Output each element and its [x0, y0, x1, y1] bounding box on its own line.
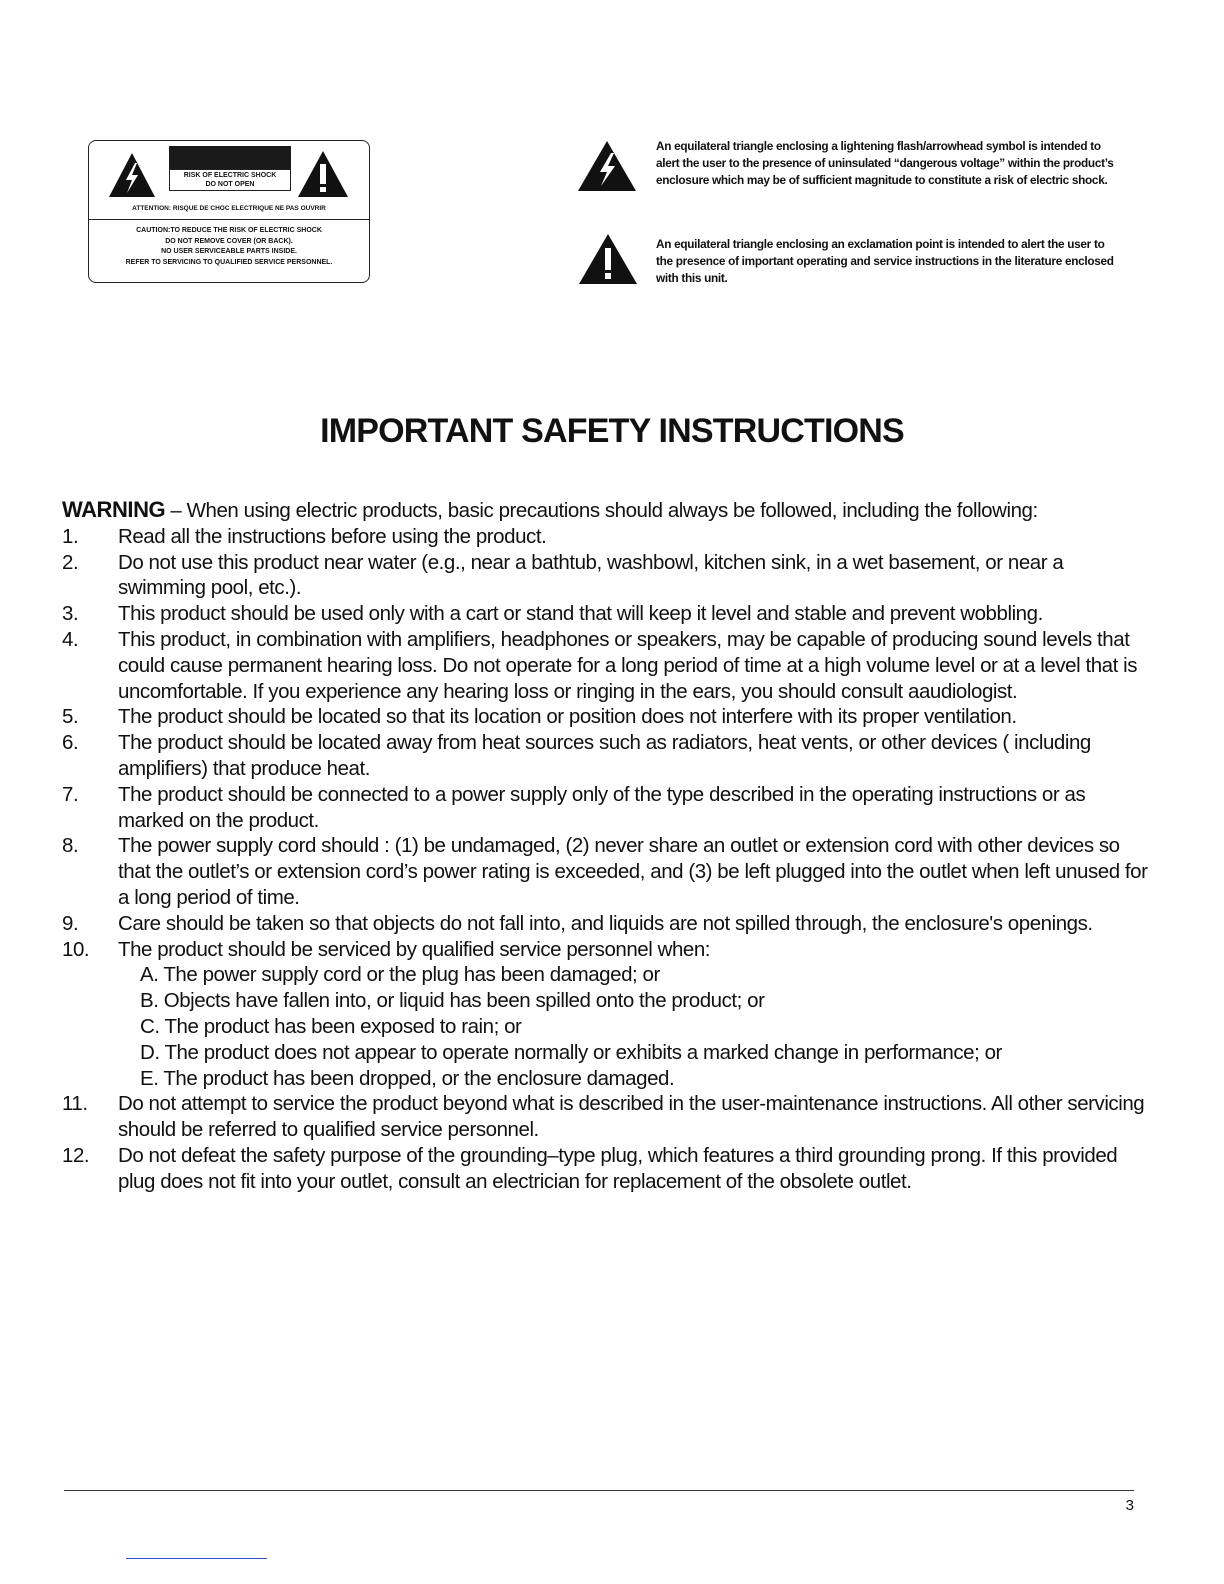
lightning-warning-icon: [107, 151, 157, 199]
instruction-item: [62, 782, 1152, 834]
item-text: Care should be taken so that objects do not fall into, and liquids are not spilled through, the enclosure's openings.: [118, 911, 1093, 935]
warning-paragraph: [62, 497, 1152, 524]
instruction-item: [62, 704, 1152, 730]
lightning-symbol-description: An equilateral triangle enclosing a lightening flash/arrowhead symbol is intended to alert the user to the presence of uninsulated “dangerous voltage” within the product’s enclosure which may be of sufficient magnitude to constitute a risk of electric shock.: [656, 139, 1114, 187]
risk-line-1: RISK OF ELECTRIC SHOCK: [183, 172, 277, 179]
caution-line: REFER TO SERVICING TO QUALIFIED SERVICE PERSONNEL.: [125, 258, 333, 266]
item-text: Do not use this product near water (e.g., near a bathtub, washbowl, kitchen sink, in a wet basement, or near a swimming pool, etc.).: [118, 550, 1064, 600]
exclamation-warning-icon: [296, 149, 350, 199]
caution-line: NO USER SERVICEABLE PARTS INSIDE.: [161, 248, 297, 255]
lightning-triangle-icon: [576, 139, 638, 193]
sub-item: D. The product does not appear to operate normally or exhibits a marked change in performance; or: [140, 1040, 1002, 1064]
item-text: This product, in combination with amplifiers, headphones or speakers, may be capable of producing sound levels that could cause permanent hearing loss. Do not operate for a long period of time at a high volume level or at a level that is uncomfortable. If you experience any hearing loss or ringing in the ears, you should consult aaudiologist.: [118, 627, 1138, 703]
instruction-item: [62, 937, 1152, 1092]
item-number: 8.: [62, 834, 79, 858]
item-text: Read all the instructions before using the product.: [118, 524, 547, 548]
instruction-item: [62, 627, 1152, 704]
item-number: 9.: [62, 911, 79, 935]
item-number: 6.: [62, 731, 79, 755]
item-text: Do not attempt to service the product beyond what is described in the user-maintenance instructions. All other servicing should be referred to qualified service personnel.: [118, 1092, 1145, 1142]
service-conditions-list: [118, 962, 1152, 1091]
item-text: The product should be located so that its location or position does not interfere with its proper ventilation.: [118, 705, 1017, 729]
item-text: Do not defeat the safety purpose of the grounding–type plug, which features a third grounding prong. If this provided plug does not fit into your outlet, consult an electrician for replacement of the obsolete outlet.: [118, 1143, 1118, 1193]
item-text: The power supply cord should : (1) be undamaged, (2) never share an outlet or extension cord with other devices so that the outlet’s or extension cord’s power rating is exceeded, and (3) be left plugged into the outlet when left unused for a long period of time.: [118, 834, 1148, 909]
caution-banner: CAUTION: [169, 146, 291, 169]
page-number: 3: [1125, 1497, 1134, 1514]
item-number: 12.: [62, 1143, 90, 1167]
item-number: 2.: [62, 550, 79, 574]
item-number: 11.: [62, 1092, 88, 1116]
instruction-item: [62, 550, 1152, 602]
caution-line: CAUTION:TO REDUCE THE RISK OF ELECTRIC SHOCK: [136, 227, 322, 234]
exclamation-symbol-description: An equilateral triangle enclosing an exclamation point is intended to alert the user to the presence of important operating and service instructions in the literature enclosed with this unit.: [656, 237, 1114, 285]
label-divider: [89, 219, 369, 220]
instruction-item: [62, 601, 1152, 627]
footer-divider: [64, 1490, 1134, 1491]
item-text: The product should be connected to a power supply only of the type described in the operating instructions or as marked on the product.: [118, 782, 1086, 832]
instruction-item: [62, 730, 1152, 782]
sub-item: A. The power supply cord or the plug has been damaged; or: [140, 963, 660, 987]
caution-line: DO NOT REMOVE COVER (OR BACK).: [165, 237, 293, 245]
item-number: 4.: [62, 627, 79, 651]
warning-text: – When using electric products, basic precautions should always be followed, including the following:: [165, 499, 1038, 522]
item-number: 5.: [62, 705, 79, 729]
instruction-item: [62, 833, 1152, 910]
item-text: This product should be used only with a cart or stand that will keep it level and stable and prevent wobbling.: [118, 602, 1043, 626]
sub-item: C. The product has been exposed to rain; or: [140, 1014, 522, 1038]
warning-label: WARNING: [62, 497, 166, 522]
instruction-item: [62, 524, 1152, 550]
item-number: 1.: [62, 524, 79, 548]
page-title: IMPORTANT SAFETY INSTRUCTIONS: [320, 412, 904, 450]
sub-item: E. The product has been dropped, or the enclosure damaged.: [140, 1066, 675, 1090]
item-text: The product should be serviced by qualified service personnel when:: [118, 937, 711, 961]
sub-item: B. Objects have fallen into, or liquid has been spilled onto the product; or: [140, 989, 765, 1013]
safety-instructions: [62, 497, 1152, 1195]
instruction-item: [62, 1143, 1152, 1195]
caution-label: [88, 140, 370, 283]
instruction-item: [62, 911, 1152, 937]
item-number: 10.: [62, 937, 90, 961]
item-text: The product should be located away from heat sources such as radiators, heat vents, or other devices ( including amplifiers) that produce heat.: [118, 731, 1091, 780]
risk-line-2: DO NOT OPEN: [205, 181, 255, 188]
exclamation-triangle-icon: [577, 232, 639, 286]
instruction-item: [62, 1091, 1152, 1143]
item-number: 3.: [62, 602, 79, 626]
item-number: 7.: [62, 782, 79, 806]
link-underline: [126, 1558, 267, 1559]
caution-text-block: [89, 226, 369, 268]
instruction-list: [62, 524, 1152, 1195]
risk-of-shock-box: [169, 169, 291, 191]
attention-line: ATTENTION: RISQUE DE CHOC ELECTRIQUE NE PAS OUVRIR: [132, 205, 326, 212]
